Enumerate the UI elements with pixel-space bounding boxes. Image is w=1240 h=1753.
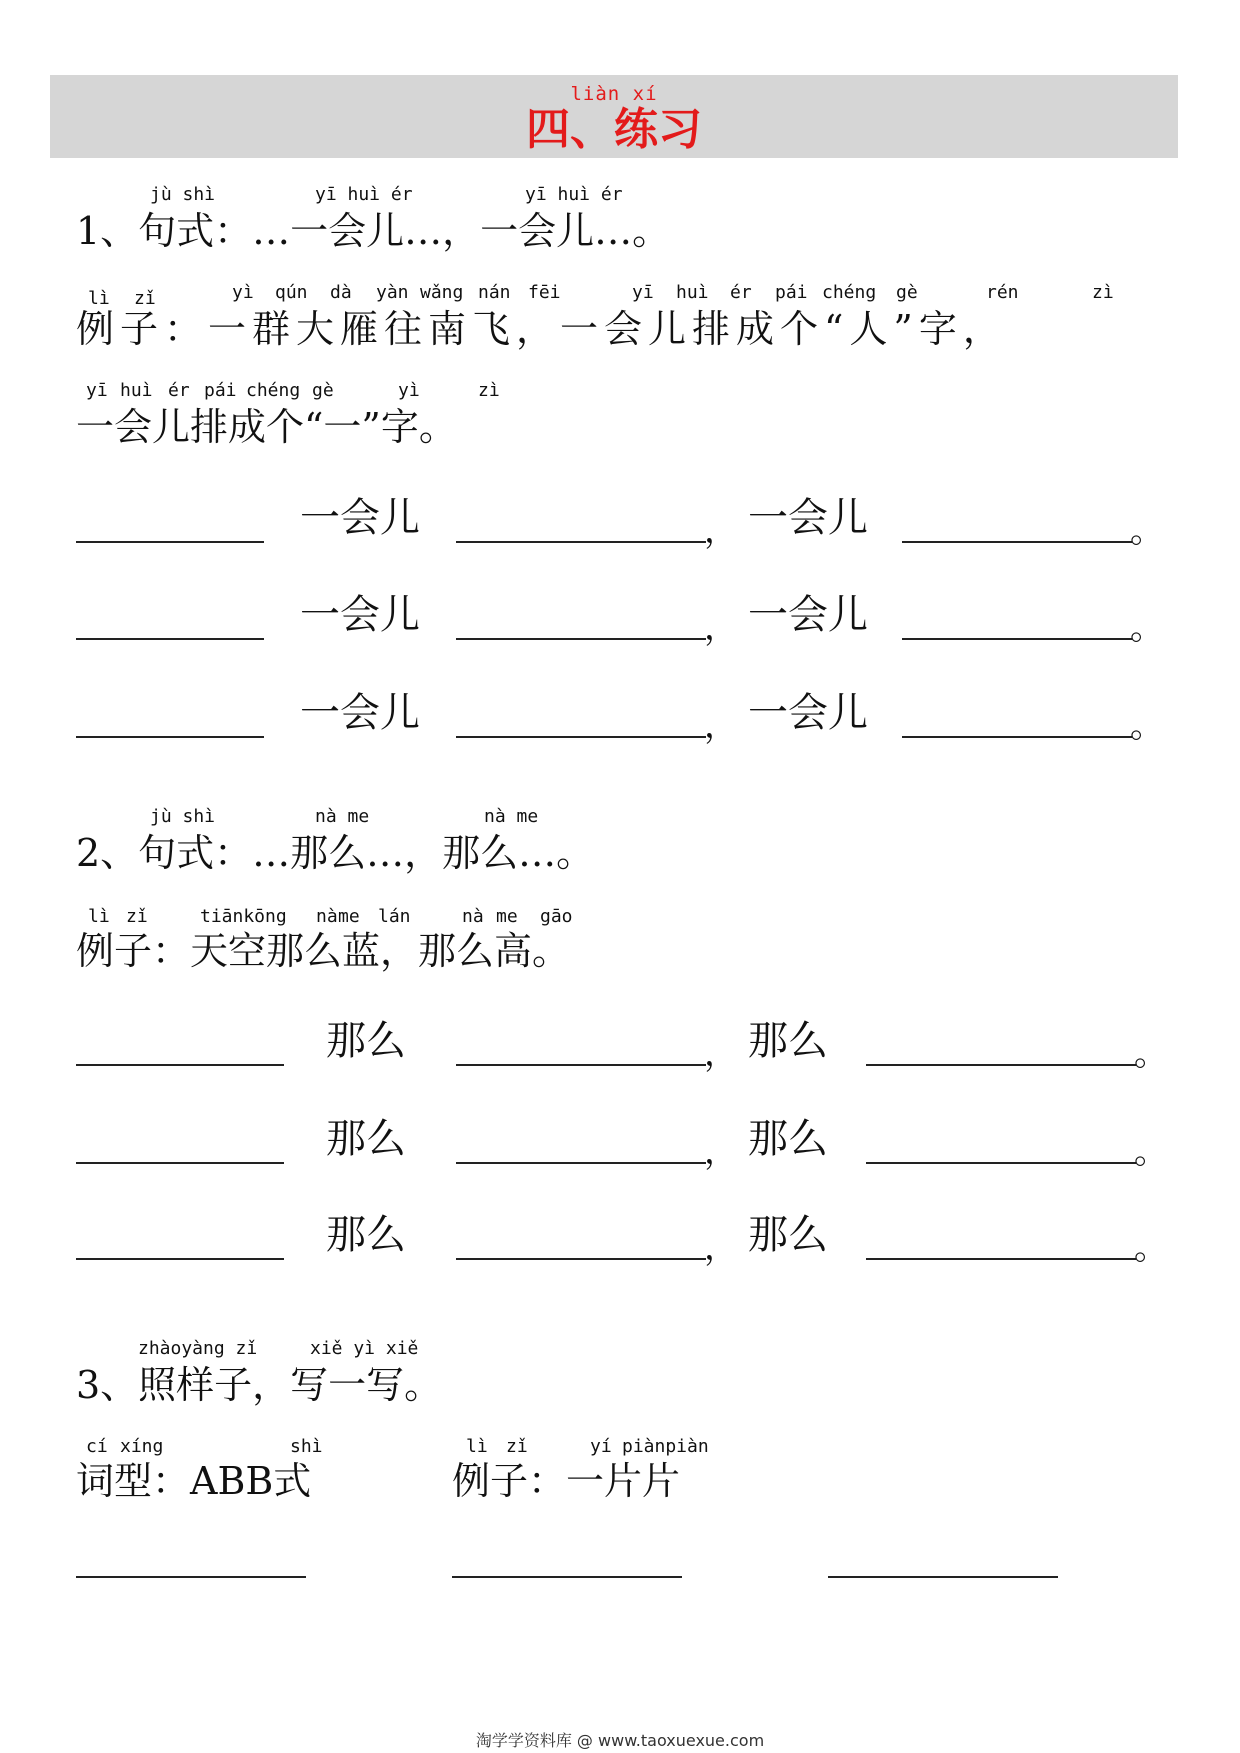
pinyin: yī huì ér xyxy=(525,184,623,205)
pinyin: pái xyxy=(204,380,237,401)
pinyin: yī xyxy=(86,380,108,401)
answer-blank[interactable] xyxy=(456,736,706,738)
example-label: 例子：一片片 xyxy=(452,1459,681,1503)
pinyin: yí xyxy=(590,1436,612,1457)
word-type-label: 词型：ABB式 xyxy=(76,1459,312,1503)
answer-blank[interactable] xyxy=(828,1576,1058,1578)
answer-blank[interactable] xyxy=(76,736,264,738)
pinyin: xíng xyxy=(120,1436,164,1457)
footer-watermark: 淘学学资料库 @ www.taoxuexue.com xyxy=(475,1731,765,1750)
pinyin: tiānkōng xyxy=(200,906,287,927)
fill-row xyxy=(76,1212,1166,1272)
fill-word: 一会儿 xyxy=(748,592,868,638)
comma: ， xyxy=(704,511,738,551)
answer-blank[interactable] xyxy=(76,638,264,640)
fill-row xyxy=(76,690,1166,750)
pinyin: nán xyxy=(478,282,511,303)
header-band xyxy=(50,75,1178,158)
pinyin: rén xyxy=(986,282,1019,303)
pinyin: me xyxy=(496,906,518,927)
pinyin: qún xyxy=(275,282,308,303)
section-3-heading: 3、照样子，写一写。 xyxy=(76,1363,443,1407)
fill-word: 那么 xyxy=(748,1116,828,1162)
pinyin: dà xyxy=(330,282,352,303)
comma: ， xyxy=(704,1228,738,1268)
fill-word: 一会儿 xyxy=(300,592,420,638)
header-pinyin: liàn xí xyxy=(570,83,658,105)
pinyin: nà xyxy=(462,906,484,927)
pinyin: yàn xyxy=(376,282,409,303)
answer-blank[interactable] xyxy=(456,638,706,640)
pinyin: zǐ xyxy=(126,906,148,927)
fill-word: 一会儿 xyxy=(300,495,420,541)
answer-blank[interactable] xyxy=(902,736,1132,738)
pinyin: huì xyxy=(120,380,153,401)
pinyin: yī huì ér xyxy=(315,184,413,205)
answer-blank[interactable] xyxy=(76,1576,306,1578)
pinyin: nà me xyxy=(315,806,370,827)
pinyin: lì xyxy=(466,1436,488,1457)
example-line-2: 一会儿排成个“一”字。 xyxy=(76,405,457,449)
answer-blank[interactable] xyxy=(902,541,1132,543)
pinyin: gè xyxy=(312,380,334,401)
pinyin: lán xyxy=(378,906,411,927)
example-line: 例子：天空那么蓝，那么高。 xyxy=(76,929,571,973)
pinyin: cí xyxy=(86,1436,108,1457)
fill-row xyxy=(76,495,1166,555)
pinyin: zì xyxy=(478,380,500,401)
pinyin: pái xyxy=(775,282,808,303)
period: 。 xyxy=(1134,1228,1168,1268)
period: 。 xyxy=(1130,608,1164,648)
example-line-1: 例子：一群大雁往南飞，一会儿排成个“人”字， xyxy=(76,307,1007,351)
fill-row xyxy=(76,1018,1166,1078)
pinyin: huì xyxy=(676,282,709,303)
pinyin: lì xyxy=(88,288,110,309)
comma: ， xyxy=(704,1132,738,1172)
pinyin: wǎng xyxy=(420,282,464,303)
pinyin: chéng xyxy=(822,282,877,303)
pinyin: gāo xyxy=(540,906,573,927)
answer-blank[interactable] xyxy=(76,1258,284,1260)
fill-row xyxy=(76,1116,1166,1176)
pinyin: yī xyxy=(632,282,654,303)
pinyin: jù shì xyxy=(150,806,216,827)
answer-blank[interactable] xyxy=(866,1064,1136,1066)
answer-blank[interactable] xyxy=(866,1162,1136,1164)
pinyin: xiě yì xiě xyxy=(310,1338,419,1359)
page-title: 四、练习 xyxy=(526,104,702,155)
answer-blank[interactable] xyxy=(452,1576,682,1578)
pinyin: fēi xyxy=(528,282,561,303)
fill-word: 一会儿 xyxy=(300,690,420,736)
pinyin: zǐ xyxy=(134,288,156,309)
pinyin: jù shì xyxy=(150,184,216,205)
comma: ， xyxy=(704,608,738,648)
fill-word: 那么 xyxy=(326,1018,406,1064)
pinyin: zì xyxy=(1092,282,1114,303)
fill-word: 一会儿 xyxy=(748,495,868,541)
answer-blank[interactable] xyxy=(76,1162,284,1164)
fill-word: 那么 xyxy=(326,1116,406,1162)
period: 。 xyxy=(1130,511,1164,551)
section-1-heading: 1、句式：…一会儿…，一会儿…。 xyxy=(76,209,671,253)
period: 。 xyxy=(1130,706,1164,746)
answer-blank[interactable] xyxy=(456,1162,706,1164)
pinyin: nà me xyxy=(484,806,539,827)
answer-blank[interactable] xyxy=(456,541,706,543)
comma: ， xyxy=(704,1034,738,1074)
fill-word: 那么 xyxy=(748,1018,828,1064)
pinyin: zǐ xyxy=(506,1436,528,1457)
answer-blank[interactable] xyxy=(456,1064,706,1066)
pinyin: yì xyxy=(232,282,254,303)
pinyin: yì xyxy=(398,380,420,401)
fill-word: 那么 xyxy=(326,1212,406,1258)
pinyin: ér xyxy=(168,380,190,401)
answer-blank[interactable] xyxy=(76,1064,284,1066)
answer-blank[interactable] xyxy=(76,541,264,543)
pinyin: me xyxy=(338,906,360,927)
pinyin: piànpiàn xyxy=(622,1436,709,1457)
period: 。 xyxy=(1134,1034,1168,1074)
pinyin: chéng xyxy=(246,380,301,401)
pinyin: shì xyxy=(290,1436,323,1457)
answer-blank[interactable] xyxy=(902,638,1132,640)
pinyin: gè xyxy=(896,282,918,303)
fill-row xyxy=(76,592,1166,652)
pinyin: lì xyxy=(88,906,110,927)
answer-blank[interactable] xyxy=(456,1258,706,1260)
answer-blank[interactable] xyxy=(866,1258,1136,1260)
section-2-heading: 2、句式：…那么…，那么…。 xyxy=(76,831,595,875)
pinyin: nà xyxy=(316,906,338,927)
fill-word: 那么 xyxy=(748,1212,828,1258)
pinyin: ér xyxy=(730,282,752,303)
fill-word: 一会儿 xyxy=(748,690,868,736)
period: 。 xyxy=(1134,1132,1168,1172)
comma: ， xyxy=(704,706,738,746)
pinyin: zhàoyàng zǐ xyxy=(138,1338,258,1359)
